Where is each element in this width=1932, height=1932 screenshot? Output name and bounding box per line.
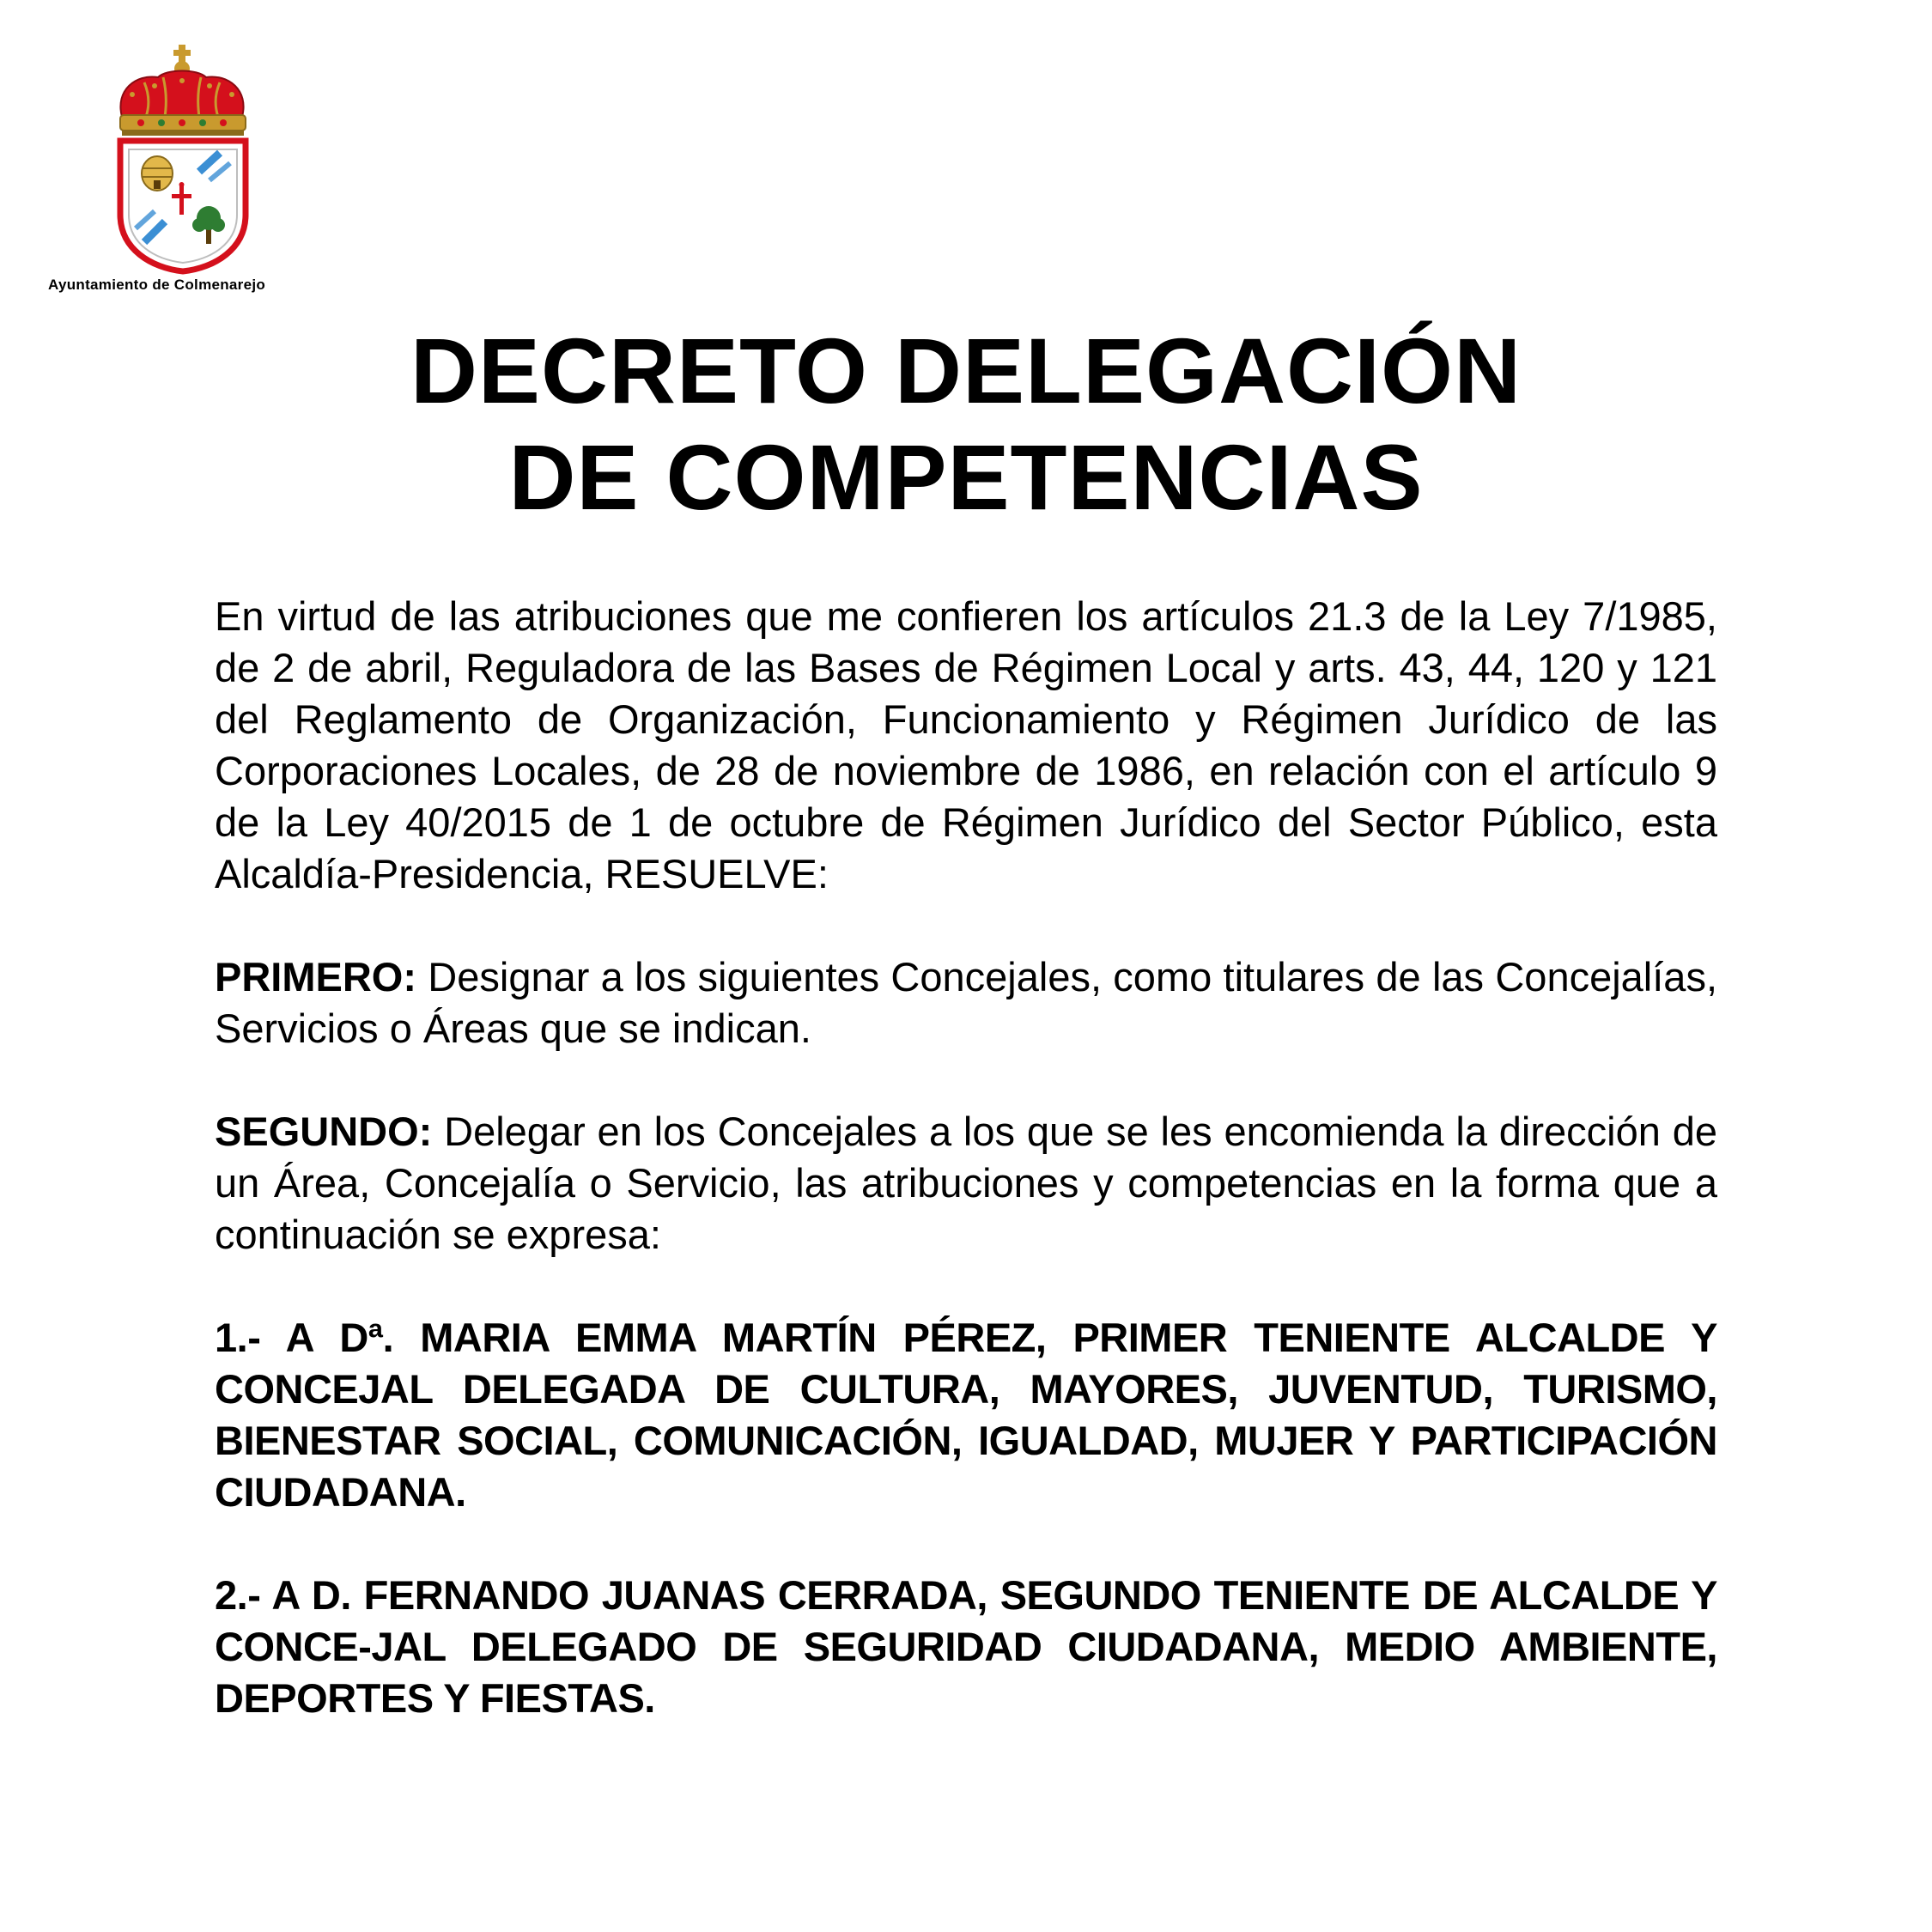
segundo-text: Delegar en los Concejales a los que se les encomienda la dirección de un Área, Concejalía o Servicio, las atribuciones y competencias en la forma que a continuación se expresa:: [215, 1109, 1717, 1257]
municipality-name: Ayuntamiento de Colmenarejo: [48, 276, 266, 293]
intro-paragraph: En virtud de las atribuciones que me confieren los artículos 21.3 de la Ley 7/1985, de 2 de abril, Reguladora de las Bases de Régimen Local y arts. 43, 44, 120 y 121 del Reglamento de Organización, Funcionamiento y Régimen Jurídico de las Corporaciones Locales, de 28 de noviembre de 1986, en relación con el artículo 9 de la Ley 40/2015 de 1 de octubre de Régimen Jurídico del Sector Público, esta Alcaldía-Presidencia, RESUELVE:: [215, 593, 1717, 896]
beehive-icon: [142, 156, 173, 191]
shield-icon: [120, 141, 246, 271]
primero-text: Designar a los siguientes Concejales, como titulares de las Concejalías, Servicios o Áreas que se indican.: [215, 954, 1717, 1051]
document-title: [0, 318, 1932, 531]
delegation-item: 1.- A Dª. MARIA EMMA MARTÍN PÉREZ, PRIMER TENIENTE ALCALDE Y CONCEJAL DELEGADA DE CULTURA, MAYORES, JUVENTUD, TURISMO, BIENESTAR SOCIAL, COMUNICACIÓN, IGUALDAD, MUJER Y PARTICIPACIÓN CIUDADANA.: [215, 1315, 1717, 1515]
title-line-1: DECRETO DELEGACIÓN: [410, 319, 1522, 422]
primero-paragraph: [215, 951, 1717, 1054]
section-spacer: [215, 1261, 1717, 1312]
title-line-2: DE COMPETENCIAS: [508, 425, 1424, 529]
decree-body: [215, 591, 1717, 1724]
delegation-item: 2.- A D. FERNANDO JUANAS CERRADA, SEGUNDO TENIENTE DE ALCALDE Y CONCE-JAL DELEGADO DE SEGURIDAD CIUDADANA, MEDIO AMBIENTE, DEPORTES Y FIESTAS.: [215, 1572, 1717, 1721]
segundo-label: SEGUNDO:: [215, 1109, 433, 1154]
crown-icon: [120, 45, 246, 136]
primero-label: PRIMERO:: [215, 954, 416, 999]
municipal-coat-of-arms-icon: [110, 43, 256, 275]
segundo-paragraph: [215, 1106, 1717, 1261]
